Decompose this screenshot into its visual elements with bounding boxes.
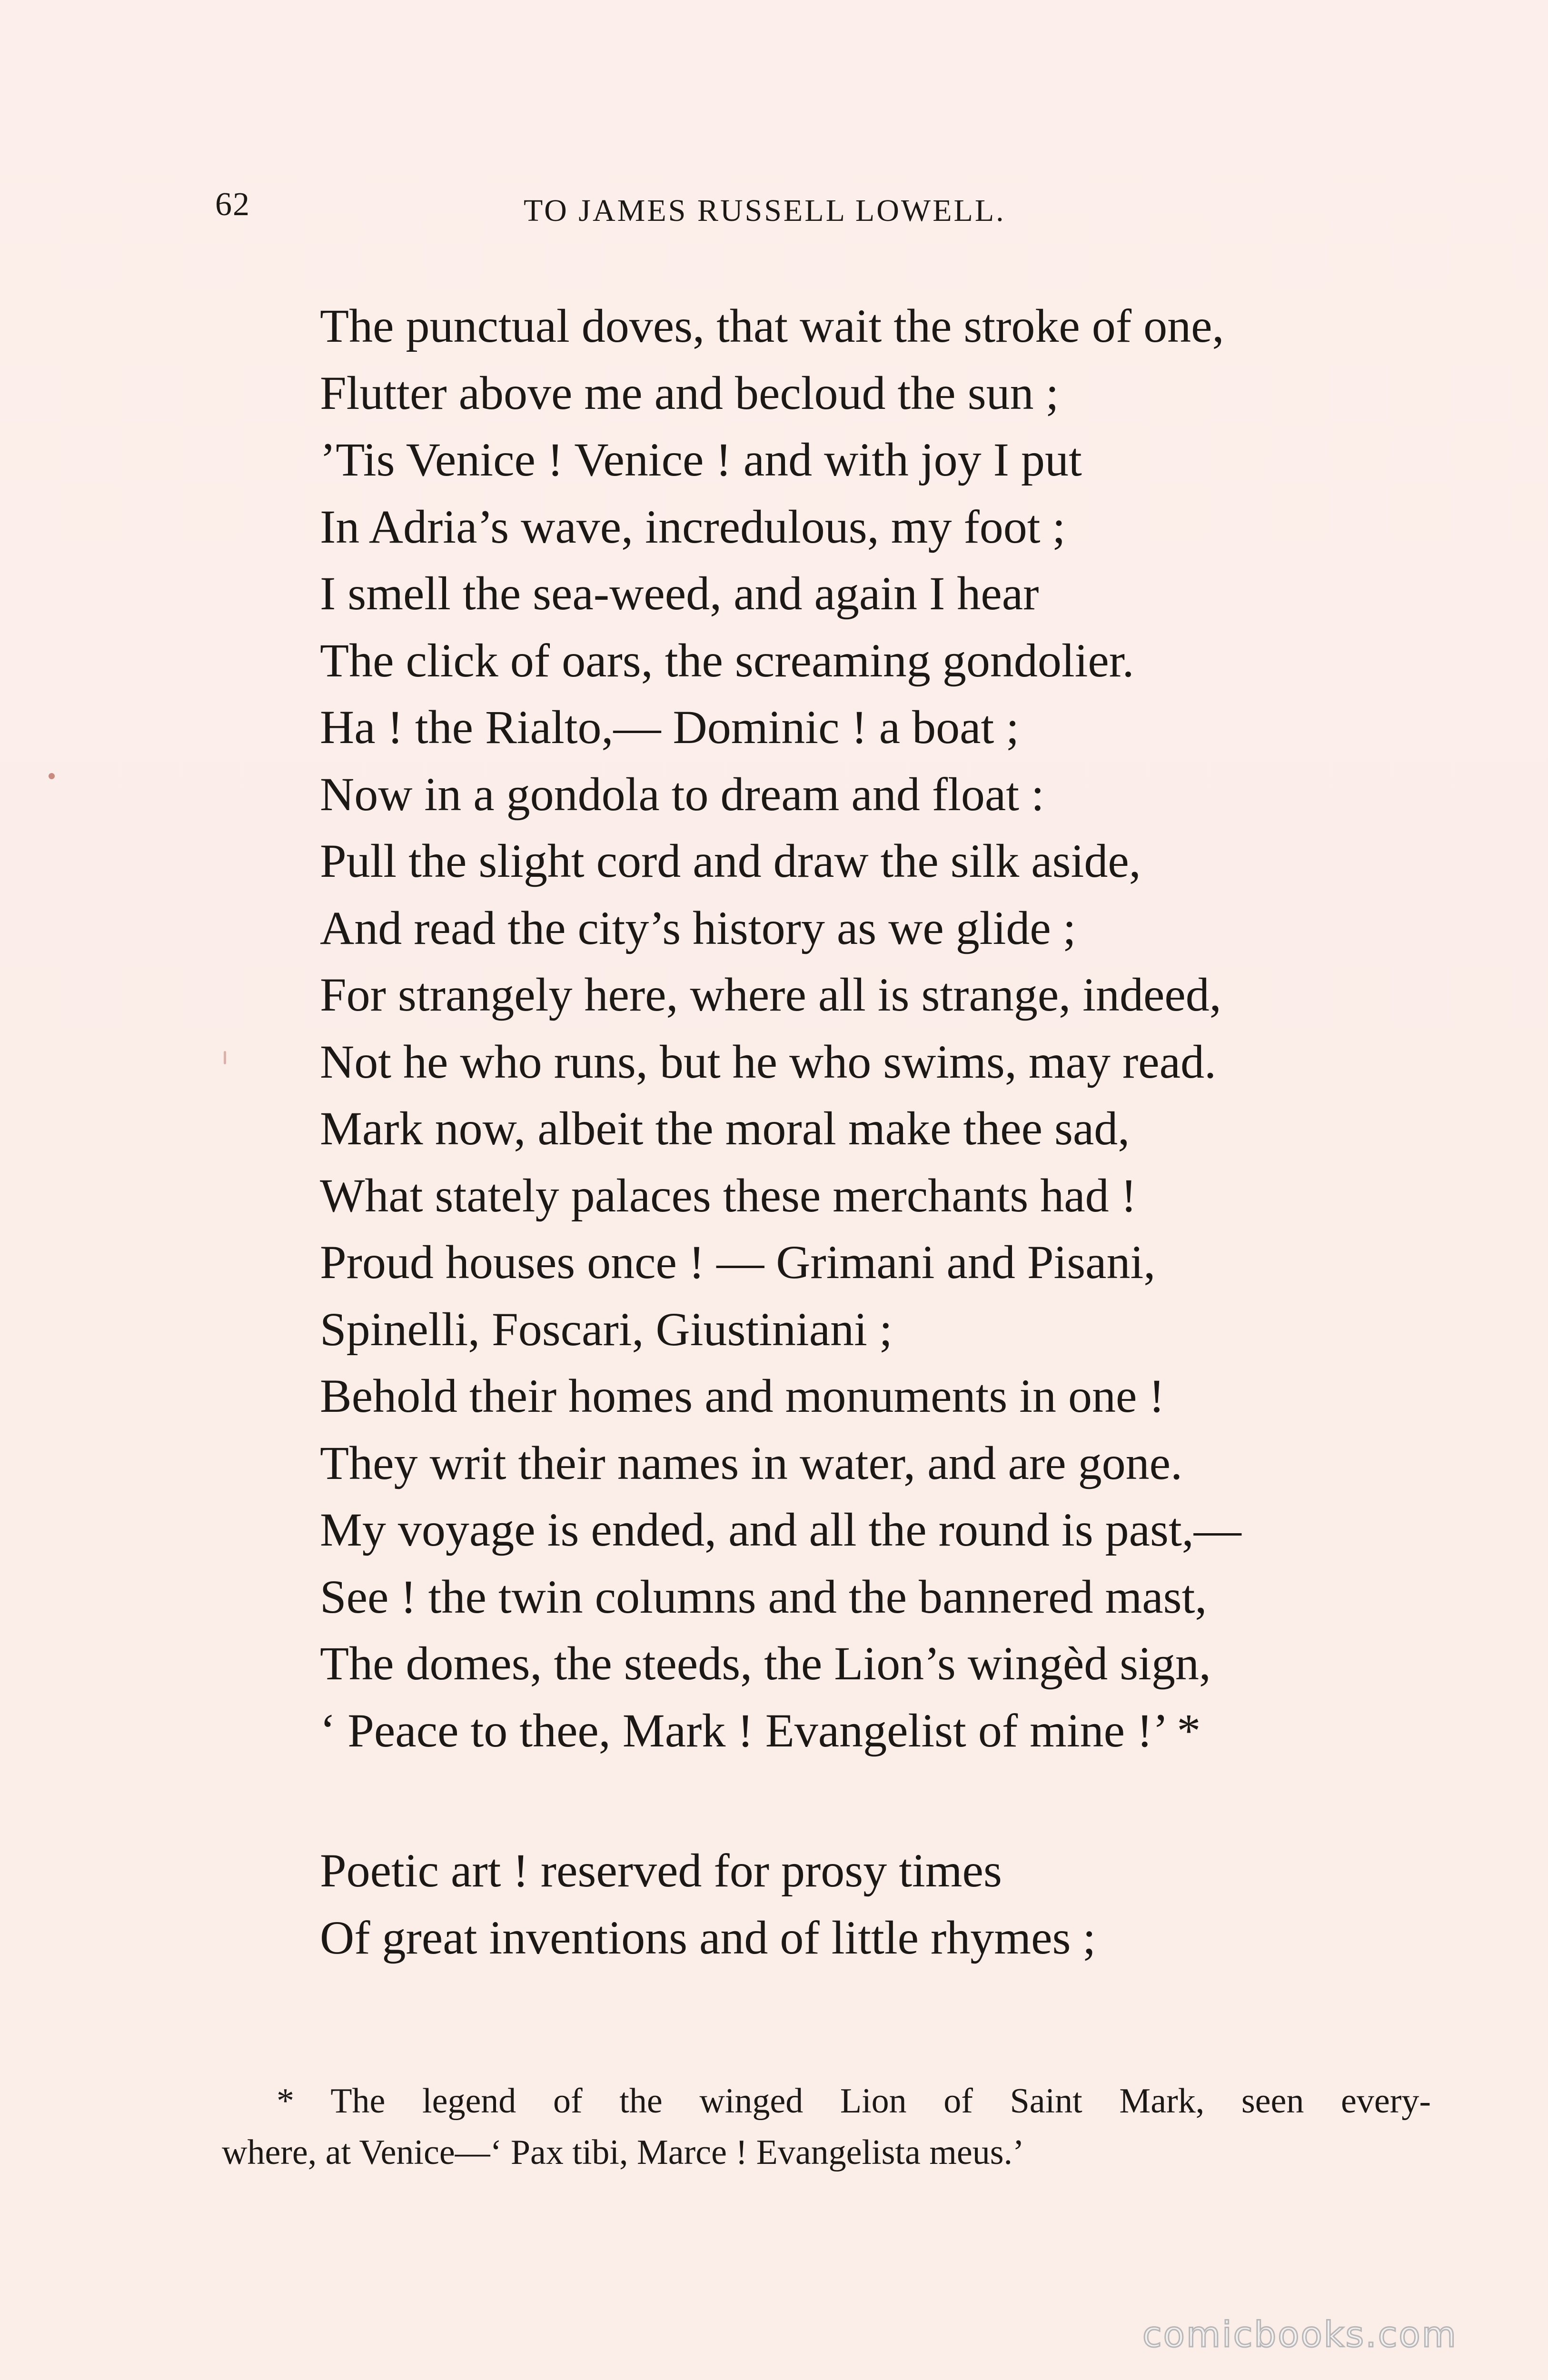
verse-line: Spinelli, Foscari, Giustiniani ; [320,1302,893,1356]
verse-line: The punctual doves, that wait the stroke of one, [320,299,1224,352]
paper-speck [49,773,55,779]
paper-speck [224,1051,226,1064]
verse-line: And read the city’s history as we glide ; [320,901,1076,954]
watermark-logo: comicbooks.com [1142,2314,1458,2355]
verse-line: Not he who runs, but he who swims, may read. [320,1035,1217,1088]
verse-line: Ha ! the Rialto,— Dominic ! a boat ; [320,701,1020,754]
verse-line: Behold their homes and monuments in one ! [320,1369,1165,1422]
verse-line: ‘ Peace to thee, Mark ! Evangelist of mine !’ * [320,1704,1201,1757]
verse-line: For strangely here, where all is strange, indeed, [320,968,1221,1021]
verse-line: The click of oars, the screaming gondolier. [320,634,1134,687]
verse-line: Now in a gondola to dream and float : [320,767,1044,821]
verse-line: What stately palaces these merchants had ! [320,1169,1137,1222]
verse-line: My voyage is ended, and all the round is past,— [320,1503,1241,1556]
running-head: TO JAMES RUSSELL LOWELL. [524,193,1006,228]
page-number: 62 [215,186,250,223]
verse-line: See ! the twin columns and the bannered mast, [320,1570,1207,1623]
verse-line: I smell the sea-weed, and again I hear [320,567,1039,620]
poem-stanza-1 [320,293,1415,1764]
verse-line: In Adria’s wave, incredulous, my foot ; [320,500,1066,553]
verse-line: The domes, the steeds, the Lion’s wingèd sign, [320,1637,1211,1690]
footnote [222,2075,1431,2178]
verse-line: Proud houses once ! — Grimani and Pisani, [320,1236,1156,1289]
verse-line: Poetic art ! reserved for prosy times [320,1844,1002,1897]
verse-line: They writ their names in water, and are gone. [320,1436,1182,1489]
verse-line: Pull the slight cord and draw the silk aside, [320,834,1141,887]
verse-line: Flutter above me and becloud the sun ; [320,366,1059,419]
verse-line: Of great inventions and of little rhymes ; [320,1911,1096,1964]
verse-line: ’Tis Venice ! Venice ! and with joy I put [320,433,1082,486]
footnote-line: * The legend of the winged Lion of Saint Mark, seen every- [277,2082,1431,2121]
verse-line: Mark now, albeit the moral make thee sad, [320,1102,1130,1155]
footnote-line: where, at Venice—‘ Pax tibi, Marce ! Evangelista meus.’ [222,2133,1024,2172]
poem-stanza-2 [320,1837,1415,1971]
